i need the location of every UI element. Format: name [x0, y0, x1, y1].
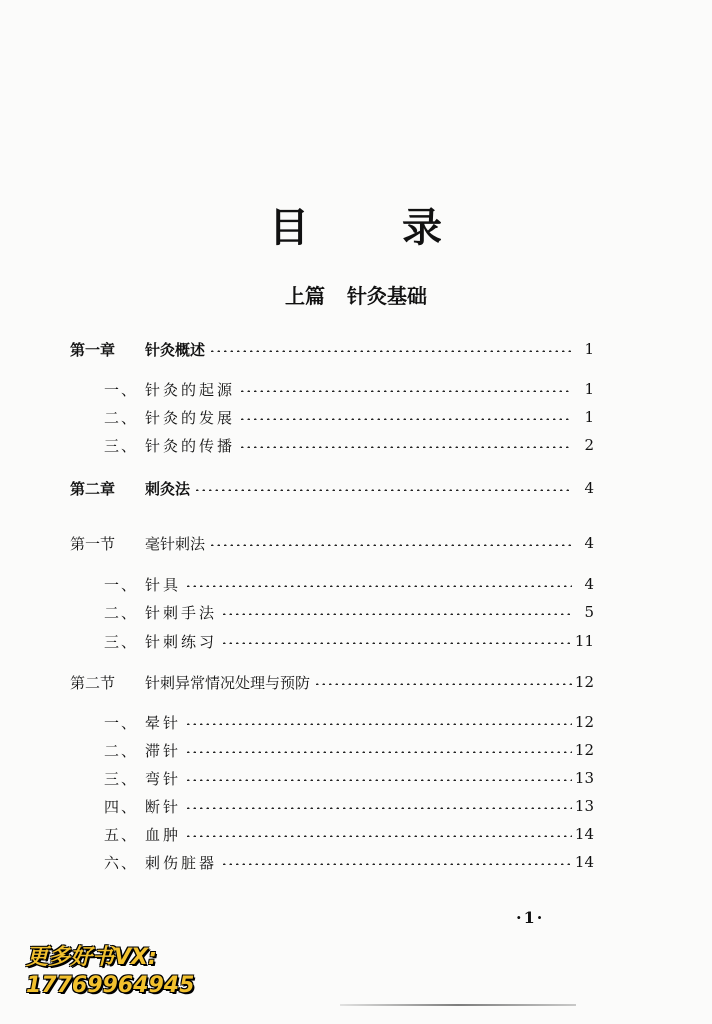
- toc-label: 针灸的发展: [145, 408, 236, 427]
- toc-page-number: 1: [584, 340, 594, 358]
- title-char-2: 录: [402, 204, 443, 251]
- toc-page-number: 14: [574, 853, 594, 871]
- toc-label: 刺伤脏器: [145, 853, 218, 872]
- toc-number: 二、: [104, 408, 139, 427]
- toc-item: [0, 600, 712, 624]
- toc-label: 刺灸法: [145, 479, 191, 498]
- toc-page-number: 4: [584, 479, 594, 497]
- toc-page-number: 13: [574, 797, 594, 815]
- toc-number: 四、: [104, 797, 139, 816]
- leader-dots: [239, 446, 572, 448]
- toc-number: 三、: [104, 436, 139, 455]
- toc-label: 断针: [145, 797, 182, 816]
- toc-number: 第一章: [70, 340, 116, 359]
- toc-label: 针灸概述: [145, 340, 206, 359]
- toc-item: [0, 629, 712, 653]
- toc-label: 针刺练习: [145, 632, 218, 651]
- leader-dots: [239, 418, 572, 420]
- leader-dots: [221, 863, 572, 865]
- leader-dots: [221, 642, 572, 644]
- toc-number: 一、: [104, 380, 139, 399]
- toc-item: [0, 850, 712, 874]
- toc-page-number: 4: [584, 575, 594, 593]
- toc-page-number: 2: [584, 436, 594, 454]
- toc-title: [0, 196, 712, 253]
- toc-chapter: [0, 476, 712, 500]
- toc-item: [0, 794, 712, 818]
- toc-number: 第二节: [70, 673, 116, 692]
- toc-chapter: [0, 337, 712, 361]
- leader-dots: [209, 350, 572, 352]
- leader-dots: [185, 751, 572, 753]
- toc-item: [0, 433, 712, 457]
- toc-label: 针灸的起源: [145, 380, 236, 399]
- leader-dots: [314, 683, 572, 685]
- leader-dots: [221, 613, 572, 615]
- toc-label: 滞针: [145, 741, 182, 760]
- toc-label: 针刺手法: [145, 603, 218, 622]
- toc-item: [0, 572, 712, 596]
- toc-label: 血肿: [145, 825, 182, 844]
- toc-number: 三、: [104, 769, 139, 788]
- leader-dots: [185, 723, 572, 725]
- watermark: [26, 944, 194, 1000]
- toc-section: [0, 531, 712, 555]
- toc-label: 晕针: [145, 713, 182, 732]
- toc-number: 五、: [104, 825, 139, 844]
- toc-page-number: 12: [574, 673, 594, 691]
- toc-item: [0, 766, 712, 790]
- toc-number: 二、: [104, 741, 139, 760]
- toc-item: [0, 405, 712, 429]
- toc-number: 第二章: [70, 479, 116, 498]
- toc-item: [0, 822, 712, 846]
- leader-dots: [209, 544, 572, 546]
- leader-dots: [239, 390, 572, 392]
- toc-label: 毫针刺法: [145, 534, 206, 553]
- toc-page-number: 12: [574, 741, 594, 759]
- watermark-line-2: 17769964945: [26, 973, 195, 998]
- watermark-line-1: 更多好书VX:: [26, 945, 157, 970]
- toc-item: [0, 738, 712, 762]
- part-number: 上篇: [285, 284, 325, 308]
- toc-number: 第一节: [70, 534, 116, 553]
- toc-page-number: 5: [584, 603, 594, 621]
- leader-dots: [185, 807, 572, 809]
- toc-item: [0, 377, 712, 401]
- toc-label: 弯针: [145, 769, 182, 788]
- leader-dots: [185, 585, 572, 587]
- toc-number: 一、: [104, 575, 139, 594]
- toc-label: 针具: [145, 575, 182, 594]
- toc-section: [0, 670, 712, 694]
- part-title: 针灸基础: [347, 284, 427, 308]
- toc-page-number: 1: [584, 408, 594, 426]
- toc-page-number: 4: [584, 534, 594, 552]
- title-char-1: 目: [269, 204, 310, 251]
- toc-item: [0, 710, 712, 734]
- toc-page-number: 1: [584, 380, 594, 398]
- toc-page-number: 11: [574, 632, 594, 650]
- toc-page-number: 12: [574, 713, 594, 731]
- leader-dots: [185, 779, 572, 781]
- toc-page-number: 13: [574, 769, 594, 787]
- page-number: ·1·: [516, 908, 545, 927]
- toc-number: 六、: [104, 853, 139, 872]
- part-heading: [0, 280, 712, 309]
- toc-label: 针灸的传播: [145, 436, 236, 455]
- toc-label: 针刺异常情况处理与预防: [145, 673, 311, 692]
- toc-number: 三、: [104, 632, 139, 651]
- toc-page-number: 14: [574, 825, 594, 843]
- toc-number: 二、: [104, 603, 139, 622]
- scan-artifact-line: [340, 1004, 576, 1006]
- toc-number: 一、: [104, 713, 139, 732]
- leader-dots: [194, 489, 572, 491]
- leader-dots: [185, 835, 572, 837]
